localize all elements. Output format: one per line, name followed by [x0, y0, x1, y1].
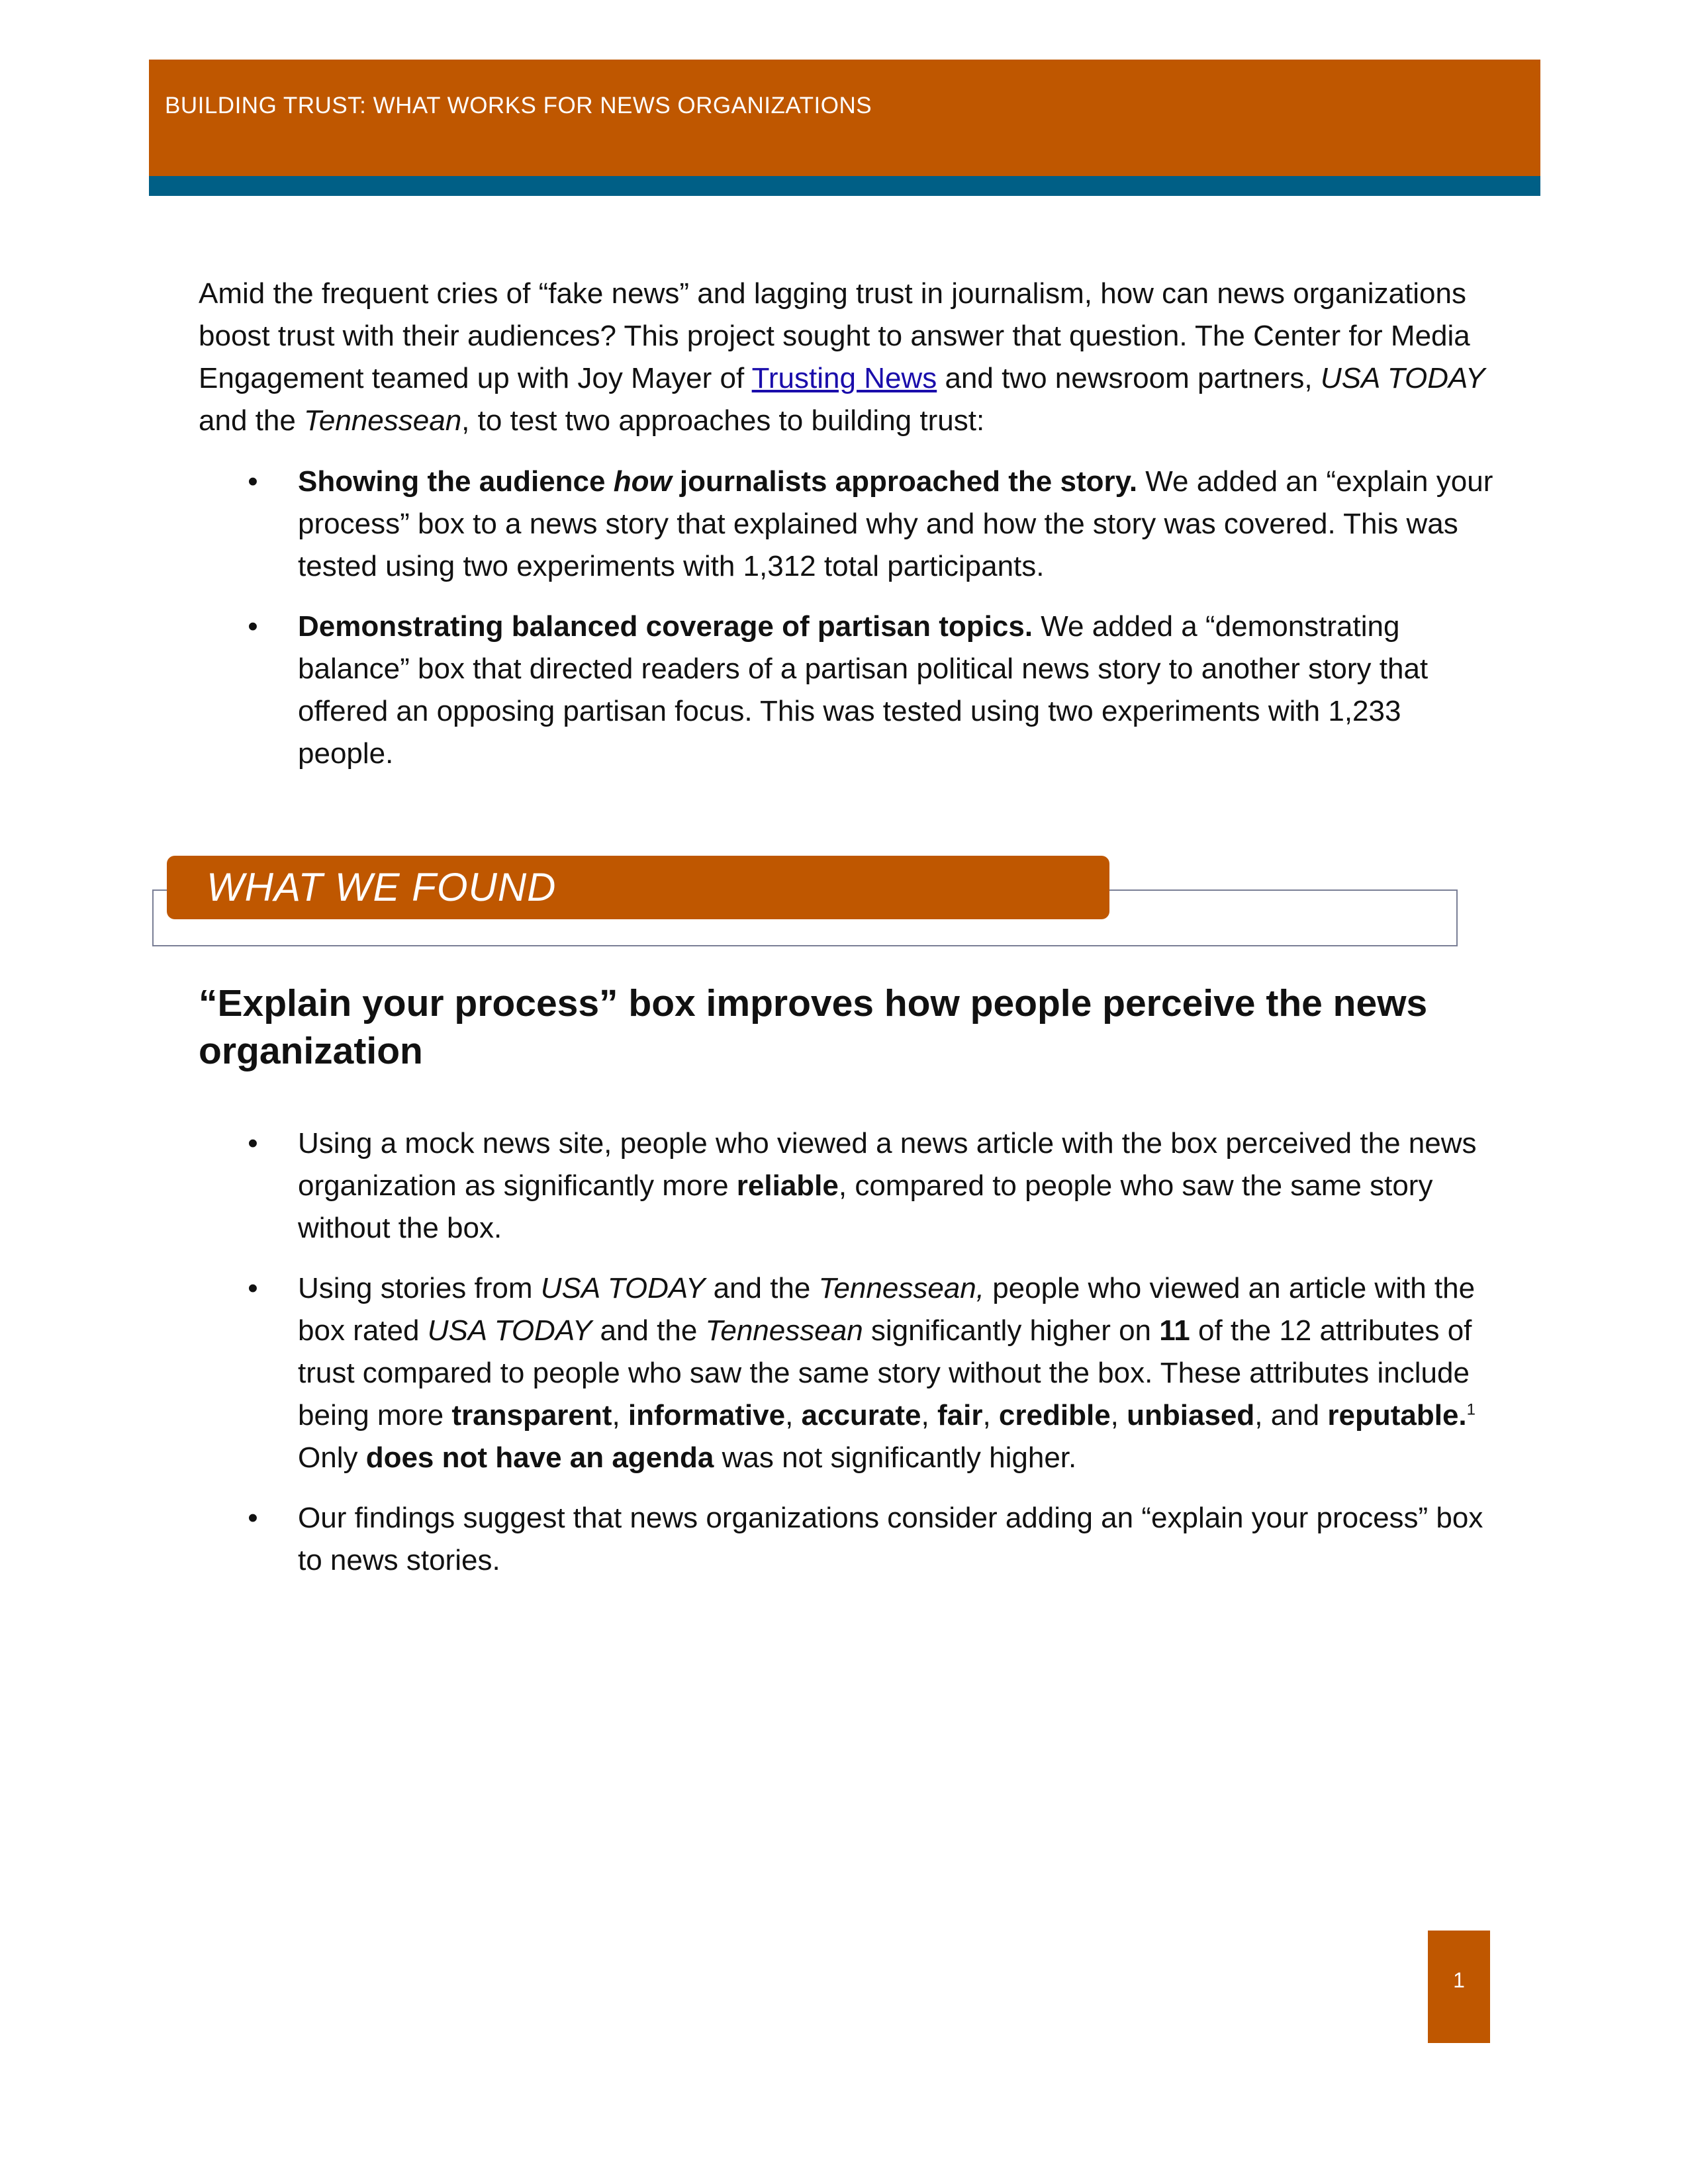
- intro-text: , to test two approaches to building trust:: [461, 404, 985, 437]
- finding-italic: USA TODAY: [427, 1314, 592, 1347]
- intro-usa-today: USA TODAY: [1320, 362, 1485, 394]
- finding-text: , compared to people who saw the same story without the box.: [298, 1169, 1433, 1244]
- finding-italic: USA TODAY: [540, 1272, 706, 1304]
- bullet-icon: •: [248, 1272, 258, 1304]
- finding-text: people who viewed an article with the box rated: [298, 1272, 1476, 1347]
- section-banner: [167, 856, 1109, 919]
- bullet-heading: journalists approached the story.: [671, 465, 1138, 498]
- finding-text: Using a mock news site, people who viewed a news article with the box perceived the news organization as significantly more: [298, 1127, 1477, 1202]
- bullet-text: We added an “explain your process” box to a news story that explained why and how the story was covered. This was tested using two experiments with 1,312 total participants.: [298, 465, 1493, 582]
- finding-italic: Tennessean,: [818, 1272, 984, 1304]
- header-rule: [149, 176, 1540, 196]
- finding-text: ,: [1110, 1399, 1127, 1432]
- finding-text: Only: [298, 1441, 366, 1474]
- list-item: [199, 1267, 1496, 1479]
- finding-emphasis: reputable.: [1327, 1399, 1467, 1432]
- finding-text: ,: [982, 1399, 999, 1432]
- findings-heading: “Explain your process” box improves how people perceive the news organization: [199, 982, 1428, 1072]
- finding-italic: Tennessean: [705, 1314, 863, 1347]
- bullet-heading: Showing the audience: [298, 465, 614, 498]
- trusting-news-link[interactable]: Trusting News: [751, 362, 937, 394]
- findings-section: [199, 1122, 1496, 1582]
- bullet-heading: Demonstrating balanced coverage of partisan topics.: [298, 610, 1033, 643]
- list-item: [199, 1497, 1496, 1582]
- bullet-icon: •: [248, 465, 258, 498]
- section-title: WHAT WE FOUND: [207, 865, 557, 909]
- finding-text: Our findings suggest that news organizations consider adding an “explain your process” box to news stories.: [298, 1502, 1483, 1576]
- finding-text: , and: [1254, 1399, 1328, 1432]
- intro-text: and the: [199, 404, 305, 437]
- finding-text: ,: [921, 1399, 937, 1432]
- intro-text: and two newsroom partners,: [937, 362, 1321, 394]
- bullet-emphasis: how: [613, 465, 672, 498]
- finding-text: was not significantly higher.: [714, 1441, 1077, 1474]
- finding-text: of the 12 attributes of trust compared to people who saw the same story without the box. These attributes include being more: [298, 1314, 1472, 1432]
- approach-list: [199, 461, 1496, 775]
- finding-emphasis: unbiased: [1127, 1399, 1255, 1432]
- intro-section: [199, 273, 1496, 775]
- finding-emphasis: transparent: [451, 1399, 612, 1432]
- finding-emphasis: reliable: [736, 1169, 839, 1202]
- finding-text: ,: [785, 1399, 802, 1432]
- page-number: 1: [1428, 1931, 1490, 2043]
- bullet-icon: •: [248, 1127, 258, 1160]
- finding-text: Using stories from: [298, 1272, 541, 1304]
- intro-text: Amid the frequent cries of “fake news” and lagging trust in journalism, how can news organizations boost trust with their audiences? This project sought to answer that question. The Center for Media Engagement teamed up with Joy Mayer of: [199, 277, 1470, 394]
- finding-emphasis: informative: [628, 1399, 786, 1432]
- finding-text: and the: [705, 1272, 819, 1304]
- finding-text: significantly higher on: [863, 1314, 1160, 1347]
- list-item: [199, 461, 1496, 588]
- finding-text: and the: [592, 1314, 706, 1347]
- finding-emphasis: does not have an agenda: [365, 1441, 714, 1474]
- finding-emphasis: credible: [998, 1399, 1111, 1432]
- bullet-icon: •: [248, 1502, 258, 1534]
- bullet-icon: •: [248, 610, 258, 643]
- finding-emphasis: 11: [1159, 1314, 1190, 1347]
- finding-emphasis: fair: [937, 1399, 983, 1432]
- findings-list: [199, 1122, 1496, 1582]
- finding-text: ,: [612, 1399, 628, 1432]
- footnote-marker: 1: [1466, 1400, 1476, 1419]
- finding-emphasis: accurate: [801, 1399, 921, 1432]
- list-item: [199, 1122, 1496, 1250]
- header-banner: [149, 60, 1540, 176]
- intro-tennessean: Tennessean: [304, 404, 462, 437]
- list-item: [199, 606, 1496, 775]
- document-title: BUILDING TRUST: WHAT WORKS FOR NEWS ORGANIZATIONS: [165, 93, 872, 118]
- intro-paragraph: [199, 273, 1496, 442]
- bullet-text: We added a “demonstrating balance” box that directed readers of a partisan political news story to another story that offered an opposing partisan focus. This was tested using two experiments with 1,233 people.: [298, 610, 1429, 770]
